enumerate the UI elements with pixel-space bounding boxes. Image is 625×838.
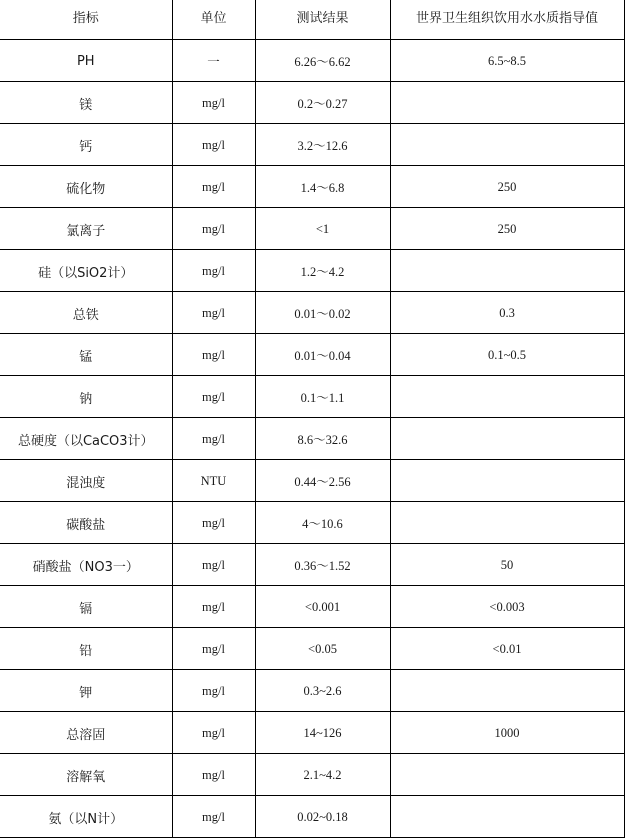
table-row: [0, 501, 624, 543]
result-cell: [255, 795, 390, 837]
result-cell: [255, 543, 390, 585]
table-row: [0, 627, 624, 669]
header-who-guideline: 世界卫生组织饮用水水质指导值: [390, 0, 624, 36]
result-cell: [255, 123, 390, 165]
unit-text: mg/l: [202, 515, 225, 530]
table-row: [0, 123, 624, 165]
guideline-cell: [390, 669, 624, 711]
unit-cell: [172, 333, 255, 375]
guideline-cell: [390, 795, 624, 837]
guideline-text: 0.1~0.5: [487, 347, 526, 362]
unit-cell: [172, 375, 255, 417]
result-text: 14~126: [303, 725, 342, 740]
guideline-cell: [390, 81, 624, 123]
result-text: <0.05: [308, 641, 337, 656]
table-row: [0, 795, 624, 837]
guideline-text: 0.3: [499, 305, 515, 320]
indicator-text: 氨（以N计）: [48, 811, 124, 827]
table-row: [0, 543, 624, 585]
indicator-cell: [0, 711, 172, 753]
indicator-text: 总硬度（以CaCO3计）: [17, 433, 154, 449]
result-text: 0.36～1.52: [294, 559, 351, 573]
indicator-cell: [0, 627, 172, 669]
guideline-cell: [390, 711, 624, 753]
guideline-cell: [390, 39, 624, 81]
unit-cell: [172, 39, 255, 81]
guideline-text: 250: [497, 179, 517, 194]
unit-text: mg/l: [202, 95, 225, 110]
indicator-cell: [0, 417, 172, 459]
result-text: 3.2～12.6: [297, 139, 348, 153]
result-cell: [255, 165, 390, 207]
guideline-cell: [390, 501, 624, 543]
result-cell: [255, 459, 390, 501]
table-row: [0, 249, 624, 291]
header-row: [0, 0, 624, 39]
indicator-cell: [0, 291, 172, 333]
table-row: [0, 39, 624, 81]
unit-text: mg/l: [202, 221, 225, 236]
indicator-text: 镉: [79, 601, 93, 617]
indicator-cell: [0, 165, 172, 207]
unit-cell: [172, 459, 255, 501]
result-cell: [255, 753, 390, 795]
result-cell: [255, 669, 390, 711]
indicator-text: 铅: [79, 643, 93, 659]
indicator-text: 硫化物: [66, 181, 106, 197]
result-cell: [255, 501, 390, 543]
guideline-cell: [390, 207, 624, 249]
unit-text: mg/l: [202, 179, 225, 194]
result-cell: [255, 291, 390, 333]
indicator-cell: [0, 543, 172, 585]
table-row: [0, 81, 624, 123]
indicator-cell: [0, 39, 172, 81]
guideline-text: 1000: [494, 725, 520, 740]
unit-text: mg/l: [202, 683, 225, 698]
unit-text: mg/l: [202, 809, 225, 824]
guideline-text: <0.003: [489, 599, 525, 614]
result-text: 1.4～6.8: [300, 181, 345, 195]
table-row: [0, 711, 624, 753]
guideline-cell: [390, 375, 624, 417]
indicator-cell: [0, 123, 172, 165]
guideline-text: 6.5~8.5: [487, 53, 526, 68]
indicator-cell: [0, 249, 172, 291]
guideline-cell: [390, 417, 624, 459]
unit-cell: [172, 543, 255, 585]
table-body: [0, 39, 624, 837]
unit-cell: [172, 81, 255, 123]
table-row: [0, 291, 624, 333]
indicator-cell: [0, 753, 172, 795]
indicator-text: 硅（以SiO2计）: [38, 265, 134, 281]
indicator-text: 钠: [79, 391, 93, 407]
unit-cell: [172, 123, 255, 165]
indicator-cell: [0, 459, 172, 501]
result-text: 0.01～0.02: [294, 307, 351, 321]
unit-text: mg/l: [202, 347, 225, 362]
result-text: 2.1~4.2: [303, 767, 342, 782]
indicator-text: PH: [76, 53, 95, 69]
guideline-cell: [390, 459, 624, 501]
indicator-text: 钾: [79, 685, 93, 701]
guideline-cell: [390, 753, 624, 795]
unit-cell: [172, 207, 255, 249]
table-row: [0, 333, 624, 375]
result-cell: [255, 375, 390, 417]
result-text: 6.26～6.62: [294, 55, 351, 69]
result-text: 0.2～0.27: [297, 97, 348, 111]
unit-cell: [172, 627, 255, 669]
result-text: <1: [315, 221, 330, 236]
guideline-text: 250: [497, 221, 517, 236]
unit-cell: [172, 711, 255, 753]
unit-text: mg/l: [202, 431, 225, 446]
unit-cell: [172, 753, 255, 795]
unit-text: mg/l: [202, 599, 225, 614]
indicator-text: 锰: [79, 349, 93, 365]
unit-text: mg/l: [202, 263, 225, 278]
result-cell: [255, 417, 390, 459]
header-test-result: 测试结果: [255, 0, 390, 36]
unit-text: mg/l: [202, 389, 225, 404]
result-text: 0.01～0.04: [294, 349, 351, 363]
unit-cell: [172, 417, 255, 459]
unit-text: mg/l: [202, 137, 225, 152]
result-cell: [255, 249, 390, 291]
indicator-cell: [0, 585, 172, 627]
indicator-text: 镁: [79, 97, 93, 113]
unit-cell: [172, 501, 255, 543]
indicator-text: 碳酸盐: [66, 517, 106, 533]
guideline-cell: [390, 165, 624, 207]
unit-text: NTU: [200, 473, 227, 488]
indicator-text: 总铁: [72, 307, 99, 323]
unit-cell: [172, 249, 255, 291]
guideline-cell: [390, 333, 624, 375]
indicator-text: 溶解氧: [66, 769, 106, 785]
header-unit: 单位: [172, 0, 255, 36]
table-row: [0, 753, 624, 795]
unit-text: 一: [207, 55, 220, 69]
indicator-text: 混浊度: [66, 475, 106, 491]
table-header: [0, 0, 624, 39]
table-row: [0, 459, 624, 501]
unit-cell: [172, 669, 255, 711]
indicator-cell: [0, 333, 172, 375]
result-text: <0.001: [304, 599, 341, 614]
indicator-cell: [0, 669, 172, 711]
unit-text: mg/l: [202, 641, 225, 656]
result-cell: [255, 585, 390, 627]
result-text: 0.02~0.18: [297, 809, 348, 824]
table-row: [0, 375, 624, 417]
indicator-cell: [0, 795, 172, 837]
result-cell: [255, 333, 390, 375]
unit-text: mg/l: [202, 305, 225, 320]
unit-text: mg/l: [202, 557, 225, 572]
unit-cell: [172, 585, 255, 627]
indicator-cell: [0, 207, 172, 249]
table-row: [0, 165, 624, 207]
guideline-cell: [390, 123, 624, 165]
guideline-text: <0.01: [492, 641, 522, 656]
result-text: 4～10.6: [302, 517, 343, 531]
table-row: [0, 417, 624, 459]
result-text: 0.44～2.56: [294, 475, 351, 489]
result-text: 1.2～4.2: [300, 265, 345, 279]
table-row: [0, 207, 624, 249]
result-text: 8.6～32.6: [297, 433, 348, 447]
indicator-text: 钙: [79, 139, 93, 155]
guideline-cell: [390, 249, 624, 291]
guideline-text: 50: [500, 557, 514, 572]
indicator-cell: [0, 81, 172, 123]
table-row: [0, 669, 624, 711]
result-cell: [255, 39, 390, 81]
result-text: 0.1～1.1: [300, 391, 345, 405]
unit-cell: [172, 291, 255, 333]
unit-text: mg/l: [202, 767, 225, 782]
result-cell: [255, 81, 390, 123]
result-cell: [255, 711, 390, 753]
guideline-cell: [390, 585, 624, 627]
guideline-cell: [390, 291, 624, 333]
indicator-cell: [0, 501, 172, 543]
unit-text: mg/l: [202, 725, 225, 740]
result-text: 0.3~2.6: [303, 683, 342, 698]
result-cell: [255, 207, 390, 249]
unit-cell: [172, 165, 255, 207]
guideline-cell: [390, 627, 624, 669]
indicator-text: 硝酸盐（NO3一）: [32, 559, 139, 575]
table-row: [0, 585, 624, 627]
indicator-text: 总溶固: [66, 727, 106, 743]
indicator-text: 氯离子: [66, 223, 106, 239]
header-indicator: 指标: [0, 0, 172, 36]
guideline-cell: [390, 543, 624, 585]
unit-cell: [172, 795, 255, 837]
indicator-cell: [0, 375, 172, 417]
result-cell: [255, 627, 390, 669]
